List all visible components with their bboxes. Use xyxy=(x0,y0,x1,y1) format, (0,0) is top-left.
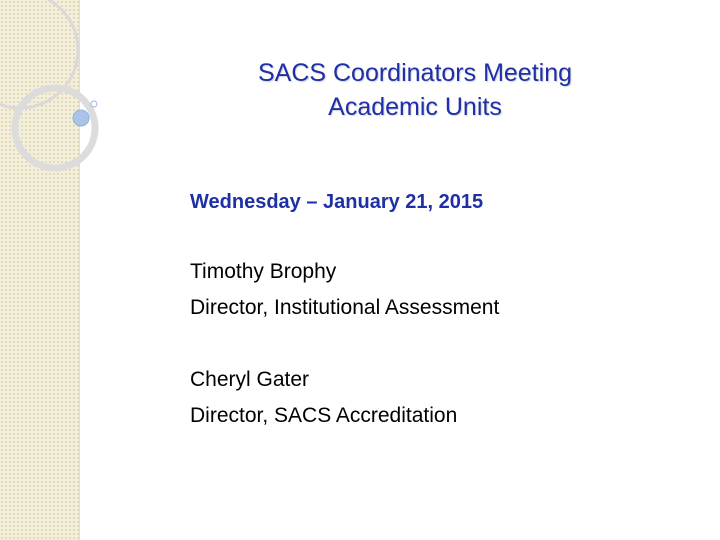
slide-body xyxy=(190,186,690,434)
decorative-rings-icon xyxy=(0,0,140,200)
meeting-date: Wednesday – January 21, 2015 xyxy=(190,191,484,213)
presenter-2-role: Director, SACS Accreditation xyxy=(190,404,458,427)
spacer xyxy=(190,218,690,254)
title-line-1: SACS Coordinators Meeting xyxy=(257,59,573,87)
spacer xyxy=(190,326,690,362)
title-line-2: Academic Units xyxy=(328,93,502,121)
presenter-1-role: Director, Institutional Assessment xyxy=(190,296,500,319)
slide-title xyxy=(190,56,640,124)
presenter-1-name: Timothy Brophy xyxy=(190,260,337,283)
presenter-2-name: Cheryl Gater xyxy=(190,368,310,391)
